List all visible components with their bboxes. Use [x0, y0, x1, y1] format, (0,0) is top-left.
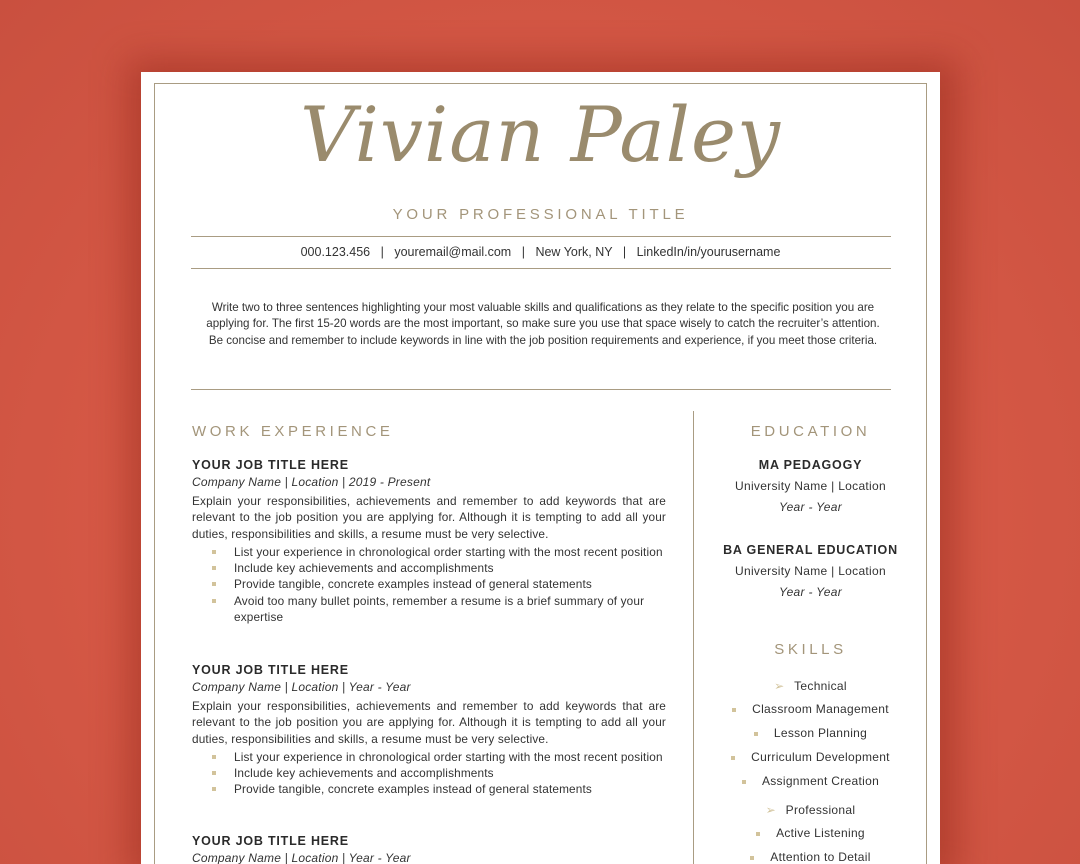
- education-entry: [694, 457, 927, 518]
- contact-separator: |: [622, 245, 627, 259]
- skill-item: ➢ Professional: [765, 803, 856, 817]
- contact-separator: |: [380, 245, 384, 259]
- job-description: Explain your responsibilities, achievements and remember to add keywords that are relevant to the job position you are applying for. Although it is tempting to add all your duties, responsibilities and skills, a resume must be very selective.: [192, 699, 666, 746]
- skill-item: Assignment Creation: [694, 773, 927, 789]
- header-rule-bottom: [191, 268, 891, 269]
- job-company-line: Company Name | Location | Year - Year: [192, 680, 411, 694]
- job-company-line: Company Name | Location | Year - Year: [192, 851, 411, 864]
- list-item: Include key achievements and accomplishments: [192, 560, 666, 576]
- job-bullets: [192, 544, 666, 625]
- list-item: List your experience in chronological order starting with the most recent position: [192, 749, 666, 765]
- list-item: Provide tangible, concrete examples instead of general statements: [192, 781, 666, 797]
- skill-item: ➢ Technical: [774, 679, 847, 693]
- skill-item: Curriculum Development: [694, 749, 927, 765]
- job-bullets: [192, 749, 666, 798]
- profile-summary: Write two to three sentences highlighting your most valuable skills and qualifications as they relate to the specific position you are applying for. The first 15-20 words are the most important, so make sure you use that space wisely to catch the recruiter’s attention. Be concise and remember to include keywords in line with the job position requirements and experience, if you meet those criteria.: [206, 301, 880, 347]
- bullet-marker: [732, 708, 736, 712]
- job-description: Explain your responsibilities, achievements and remember to add keywords that are relevant to the job position you are applying for. Although it is tempting to add all your duties, responsibilities and skills, a resume must be very selective.: [192, 494, 666, 541]
- candidate-name: Vivian Paley: [300, 90, 781, 179]
- list-item: List your experience in chronological order starting with the most recent position: [192, 544, 666, 560]
- job-title: YOUR JOB TITLE HERE: [192, 458, 349, 472]
- education-entry: [694, 542, 927, 603]
- bullet-marker: [212, 755, 216, 759]
- education-school: University Name | Location: [735, 564, 886, 578]
- skill-item: Lesson Planning: [694, 725, 927, 741]
- bullet-marker: [212, 787, 216, 791]
- job-title: YOUR JOB TITLE HERE: [192, 663, 349, 677]
- job-company-line: Company Name | Location | 2019 - Present: [192, 475, 431, 489]
- arrow-icon: ➢: [774, 679, 785, 693]
- bullet-marker: [756, 832, 760, 836]
- education-degree: MA PEDAGOGY: [758, 458, 863, 472]
- bullet-marker: [212, 566, 216, 570]
- contact-line: [141, 245, 940, 259]
- professional-title: YOUR PROFESSIONAL TITLE: [392, 206, 689, 223]
- education-years: Year - Year: [778, 500, 843, 514]
- bullet-marker: [212, 599, 216, 603]
- header-rule-top: [191, 236, 891, 237]
- job-entry: [192, 662, 666, 798]
- list-item: Include key achievements and accomplishments: [192, 765, 666, 781]
- skills-heading: SKILLS: [774, 641, 847, 658]
- contact-linkedin: LinkedIn/in/yourusername: [636, 245, 781, 259]
- skill-item: Attention to Detail: [694, 849, 927, 864]
- job-title: YOUR JOB TITLE HERE: [192, 834, 349, 848]
- summary-rule: [191, 389, 891, 390]
- job-entry: [192, 457, 666, 625]
- education-heading: EDUCATION: [750, 423, 871, 440]
- list-item: Provide tangible, concrete examples instead of general statements: [192, 576, 666, 592]
- bullet-marker: [212, 771, 216, 775]
- contact-separator: |: [521, 245, 525, 259]
- education-school: University Name | Location: [735, 479, 886, 493]
- bullet-marker: [750, 856, 754, 860]
- arrow-icon: ➢: [765, 803, 777, 817]
- education-years: Year - Year: [778, 585, 843, 599]
- bullet-marker: [731, 756, 735, 760]
- contact-location: New York, NY: [535, 245, 613, 259]
- work-experience-heading: WORK EXPERIENCE: [192, 423, 394, 440]
- job-entry: [192, 833, 666, 864]
- bullet-marker: [212, 550, 216, 554]
- resume-page: [141, 72, 940, 864]
- bullet-marker: [754, 732, 758, 736]
- bullet-marker: [742, 780, 746, 784]
- skill-item: Classroom Management: [694, 701, 927, 717]
- skill-item: Active Listening: [694, 825, 927, 841]
- contact-email: youremail@mail.com: [394, 245, 512, 259]
- list-item: Avoid too many bullet points, remember a resume is a brief summary of your expertise: [192, 593, 666, 626]
- contact-phone: 000.123.456: [300, 245, 371, 259]
- bullet-marker: [212, 582, 216, 586]
- education-degree: BA GENERAL EDUCATION: [723, 543, 898, 557]
